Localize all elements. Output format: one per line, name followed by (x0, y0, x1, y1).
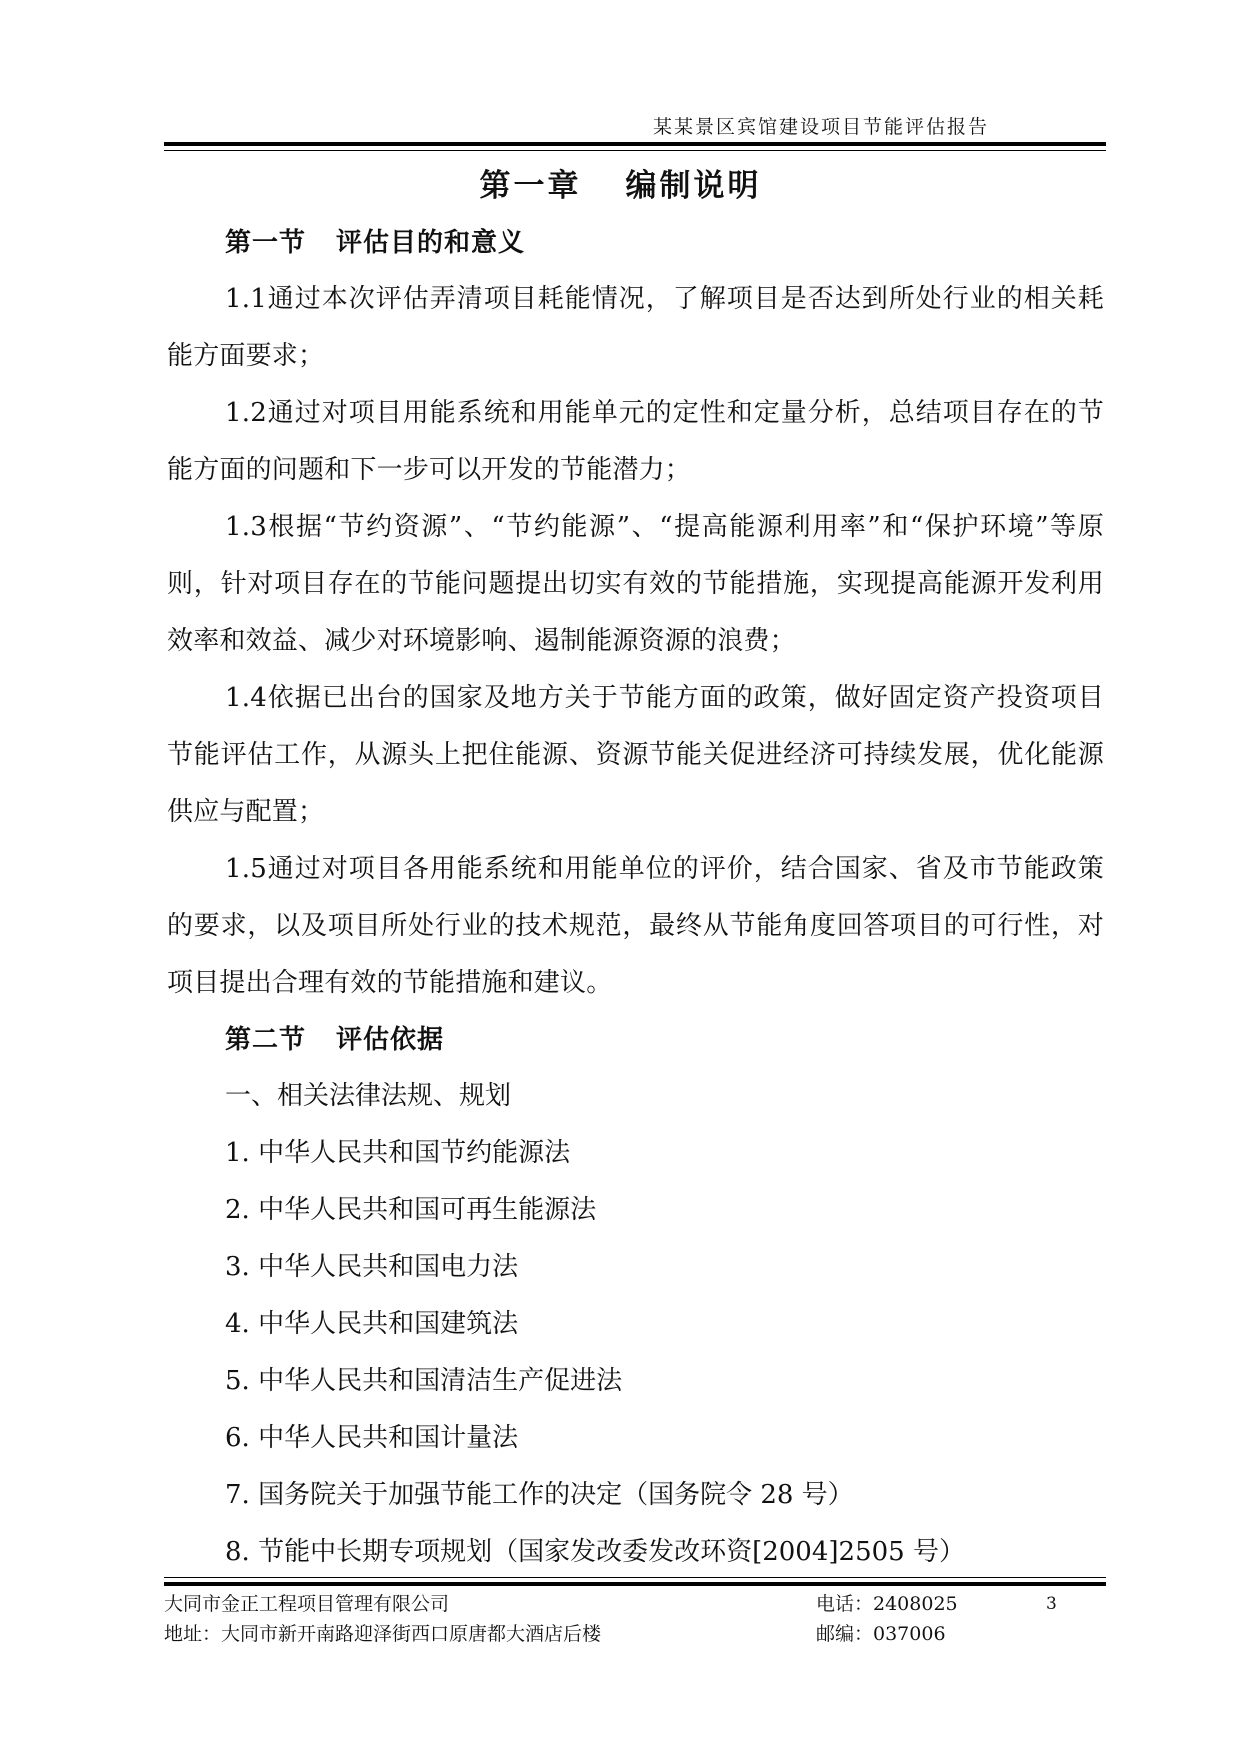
paragraph: 1.3根据“节约资源”、“节约能源”、“提高能源利用率”和“保护环境”等原则，针对项目存在的节能问题提出切实有效的节能措施，实现提高能源开发利用效率和效益、减少对环境影响、遏制能源资源的浪费； (167, 512, 1104, 656)
page-number: 3 (1046, 1594, 1057, 1614)
paragraph: 1.1通过本次评估弄清项目耗能情况，了解项目是否达到所处行业的相关耗能方面要求； (167, 284, 1104, 371)
list-item: 5. 中华人民共和国清洁生产促进法 (225, 1366, 623, 1396)
chapter-title (0, 160, 1241, 205)
footer-phone: 电话：2408025 (816, 1593, 958, 1615)
section-number: 第二节 (225, 1025, 307, 1055)
running-header-title: 某某景区宾馆建设项目节能评估报告 (652, 116, 989, 138)
footer-thin-rule (164, 1577, 1106, 1578)
section-name: 评估依据 (336, 1025, 445, 1055)
footer-company: 大同市金正工程项目管理有限公司 (164, 1593, 450, 1615)
chapter-name: 编制说明 (625, 168, 762, 204)
body-content (167, 215, 1104, 1581)
list-item: 8. 节能中长期专项规划（国家发改委发改环资[2004]2505 号） (225, 1537, 965, 1567)
section-heading-2 (167, 1012, 1104, 1068)
list-item: 6. 中华人民共和国计量法 (225, 1423, 519, 1453)
paragraph: 1.5通过对项目各用能系统和用能单位的评价，结合国家、省及市节能政策的要求，以及项目所处行业的技术规范，最终从节能角度回答项目的可行性，对项目提出合理有效的节能措施和建议。 (167, 854, 1104, 998)
footer-thick-rule (164, 1582, 1106, 1586)
footer-postcode: 邮编：037006 (816, 1623, 946, 1645)
section-name: 评估目的和意义 (336, 228, 526, 258)
list-item: 3. 中华人民共和国电力法 (225, 1252, 519, 1282)
header-thick-rule (164, 142, 1106, 146)
section-heading-1 (167, 215, 1104, 271)
subheading: 一、相关法律法规、规划 (225, 1081, 512, 1111)
header-thin-rule (164, 150, 1106, 151)
list-item: 2. 中华人民共和国可再生能源法 (225, 1195, 597, 1225)
list-item: 7. 国务院关于加强节能工作的决定（国务院令 28 号） (225, 1480, 854, 1510)
list-item: 1. 中华人民共和国节约能源法 (225, 1138, 571, 1168)
paragraph: 1.4依据已出台的国家及地方关于节能方面的政策，做好固定资产投资项目节能评估工作，从源头上把住能源、资源节能关促进经济可持续发展，优化能源供应与配置； (167, 683, 1104, 827)
section-number: 第一节 (225, 228, 307, 258)
footer-address: 地址：大同市新开南路迎泽街西口原唐都大酒店后楼 (164, 1623, 602, 1645)
chapter-number: 第一章 (479, 168, 582, 204)
list-item: 4. 中华人民共和国建筑法 (225, 1309, 519, 1339)
paragraph: 1.2通过对项目用能系统和用能单元的定性和定量分析，总结项目存在的节能方面的问题和下一步可以开发的节能潜力； (167, 398, 1104, 485)
